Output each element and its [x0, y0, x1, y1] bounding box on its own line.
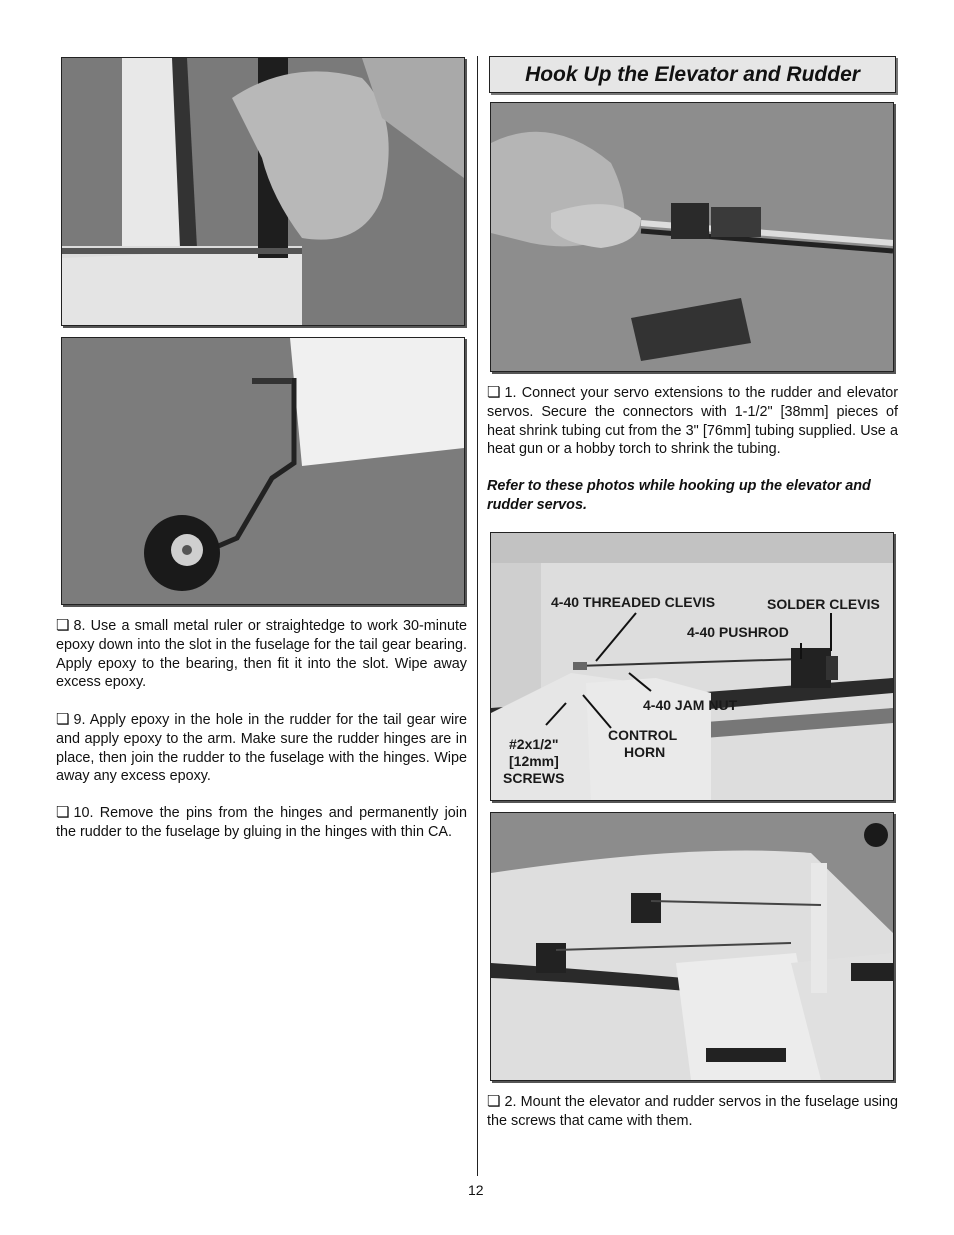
step-8 — [56, 616, 467, 692]
step-2 — [487, 1092, 898, 1131]
checkbox-icon[interactable]: ❏ — [487, 383, 501, 401]
section-heading-text: Hook Up the Elevator and Rudder — [525, 62, 860, 86]
section-heading — [489, 56, 896, 93]
checkbox-icon[interactable]: ❏ — [56, 803, 70, 821]
checkbox-icon[interactable]: ❏ — [56, 616, 70, 634]
step-1 — [487, 383, 898, 459]
step-text: 2. Mount the elevator and rudder servos in the fuselage using the screws that came with them. — [487, 1094, 898, 1129]
step-text: 10. Remove the pins from the hinges and permanently join the rudder to the fuselage by gluing in the hinges with thin CA. — [56, 805, 467, 840]
label-control: CONTROL — [608, 727, 678, 743]
label-screws: SCREWS — [503, 770, 565, 786]
step-10 — [56, 803, 467, 842]
label-screws-size: #2x1/2" — [509, 736, 559, 752]
label-jam-nut: 4-40 JAM NUT — [643, 697, 738, 713]
step-text: 1. Connect your servo extensions to the rudder and elevator servos. Secure the connectors with 1-1/2" [38mm] pieces of heat shrink tubing cut from the 3" [76mm] tubing supplied. Use a heat gun or a hobby torch to shrink the tubing. — [487, 385, 898, 458]
column-divider — [477, 56, 478, 1176]
step-text: 8. Use a small metal ruler or straightedge to work 30-minute epoxy down into the slot in the fuselage for the tail gear bearing. Apply epoxy to the bearing, then fit it into the slot. Wipe away excess epoxy. — [56, 618, 467, 691]
checkbox-icon[interactable]: ❏ — [487, 1092, 501, 1110]
photo-ruler-epoxy — [61, 57, 465, 326]
step-9 — [56, 710, 467, 786]
photo-linkage-diagram — [490, 532, 894, 801]
page-number: 12 — [468, 1182, 484, 1198]
label-threaded-clevis: 4-40 THREADED CLEVIS — [551, 594, 716, 610]
label-screws-metric: [12mm] — [509, 753, 559, 769]
photo-servos-mounted — [490, 812, 894, 1081]
label-pushrod: 4-40 PUSHROD — [687, 624, 789, 640]
checkbox-icon[interactable]: ❏ — [56, 710, 70, 728]
photo-servo-extension — [490, 102, 894, 372]
label-horn: HORN — [624, 744, 666, 760]
photo-tail-gear — [61, 337, 465, 605]
photo-note: Refer to these photos while hooking up the elevator and rudder servos. — [487, 478, 871, 513]
step-text: 9. Apply epoxy in the hole in the rudder for the tail gear wire and apply epoxy to the arm. Make sure the rudder hinges are in place, then join the rudder to the fuselage with the hinges. Wipe away any excess epoxy. — [56, 712, 467, 785]
label-solder-clevis: SOLDER CLEVIS — [767, 596, 880, 612]
